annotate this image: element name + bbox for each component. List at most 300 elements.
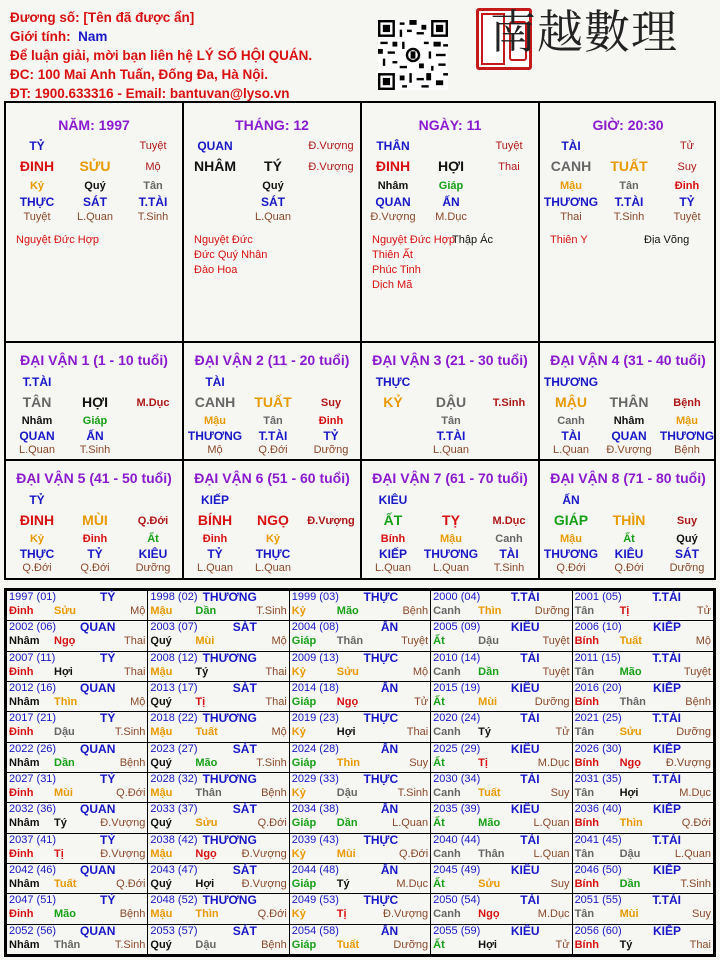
hidden-stem: Ất	[147, 533, 159, 545]
hidden-stem: Nhâm	[377, 180, 409, 192]
hidden-stem: Mậu	[676, 415, 698, 427]
year-cell[interactable]	[431, 894, 572, 924]
year-cell[interactable]	[7, 651, 148, 681]
year-line-1	[292, 894, 428, 907]
year-line-1	[9, 864, 145, 877]
year-cell[interactable]	[7, 621, 148, 651]
year-cell[interactable]	[431, 621, 572, 651]
year-cell[interactable]	[148, 742, 289, 772]
earthly-branch: HỢI	[438, 158, 464, 174]
year-label: 2043 (47)	[150, 863, 198, 876]
year-cell[interactable]	[7, 924, 148, 954]
year-god: KIẾP	[652, 923, 681, 938]
year-label: 2050 (54)	[433, 894, 481, 907]
year-label: 2033 (37)	[150, 803, 198, 816]
year-cell[interactable]	[572, 742, 713, 772]
year-cell[interactable]	[572, 681, 713, 711]
earthly-branch: MÙI	[82, 512, 108, 528]
pillar-title: NĂM: 1997	[58, 117, 130, 133]
year-line-2	[433, 816, 569, 831]
dai-van-title: ĐẠI VẬN 6 (51 - 60 tuổi)	[194, 470, 350, 486]
year-stem: Quý	[150, 756, 172, 769]
hidden-stem: Tân	[619, 180, 639, 192]
year-phase: Bệnh	[119, 908, 146, 921]
pillar-cycle: Thai	[498, 161, 520, 173]
year-phase: Tuyệt	[542, 635, 570, 648]
year-cell[interactable]	[572, 621, 713, 651]
year-branch: Tị	[54, 847, 64, 860]
year-cell[interactable]	[289, 591, 430, 621]
qr-code[interactable]	[378, 20, 448, 90]
heavenly-stem: KỶ	[383, 394, 403, 410]
year-god: SÁT	[232, 680, 257, 695]
hidden-phase: L.Quan	[196, 562, 234, 574]
year-label: 2006 (10)	[574, 621, 622, 634]
year-cell[interactable]	[289, 681, 430, 711]
star-item: Phúc Tinh	[372, 264, 421, 276]
dai-van-title: ĐẠI VẬN 7 (61 - 70 tuổi)	[372, 470, 528, 486]
year-phase: Mộ	[130, 695, 146, 708]
year-god: THƯƠNG	[202, 832, 257, 847]
year-god: SÁT	[232, 802, 257, 817]
year-cell[interactable]	[572, 803, 713, 833]
hidden-god: T.TÀI	[614, 195, 644, 209]
year-stem: Tân	[574, 847, 595, 860]
year-phase: Tử	[555, 938, 570, 951]
year-cell[interactable]	[431, 681, 572, 711]
year-line-1	[575, 712, 711, 725]
dai-van-god: TỶ	[29, 493, 45, 507]
year-branch: Mùi	[336, 847, 356, 860]
hidden-god: ẤN	[86, 429, 104, 443]
year-label: 2001 (05)	[574, 591, 622, 603]
year-label: 2021 (25)	[574, 712, 622, 725]
year-cell[interactable]	[431, 924, 572, 954]
hidden-stem: Mậu	[204, 415, 226, 427]
year-line-1	[575, 621, 711, 634]
hidden-phase: L.Quan	[374, 562, 412, 574]
year-branch: Ngọ	[619, 756, 641, 769]
year-line-1	[9, 591, 145, 604]
year-cell[interactable]	[289, 924, 430, 954]
year-label: 2013 (17)	[150, 681, 198, 694]
year-phase: Q.Đới	[681, 817, 711, 830]
year-branch: Tý	[195, 665, 209, 678]
year-branch: Mùi	[619, 908, 639, 921]
year-cell[interactable]	[289, 712, 430, 742]
year-line-1	[292, 743, 428, 756]
year-phase: Mộ	[271, 726, 287, 739]
year-cell[interactable]	[572, 924, 713, 954]
year-stem: Mậu	[150, 605, 173, 617]
hidden-phase: T.Sinh	[613, 211, 645, 223]
pillar-title: NGÀY: 11	[418, 117, 482, 133]
pillar-cycle: Mộ	[145, 161, 161, 173]
year-phase: Đ.Vượng	[100, 817, 146, 830]
year-label: 2030 (34)	[433, 772, 481, 785]
year-god: SÁT	[232, 862, 257, 877]
dai-van-3	[362, 343, 538, 461]
year-line-1	[433, 712, 569, 725]
dai-van-cycle: M.Dục	[492, 515, 526, 527]
year-branch: Tuất	[619, 635, 642, 648]
contact-line-2: ĐC: 100 Mai Anh Tuấn, Đống Đa, Hà Nội.	[10, 67, 269, 82]
year-line-2	[292, 634, 428, 649]
year-cell[interactable]	[289, 621, 430, 651]
year-branch: Thân	[195, 786, 222, 799]
year-line-2	[575, 604, 711, 619]
year-branch: Dần	[54, 756, 75, 769]
pillar-phase: Tuyệt	[139, 140, 167, 152]
year-phase: Đ.Vượng	[100, 847, 146, 860]
year-phase: Tuyệt	[683, 665, 711, 678]
year-label: 2053 (57)	[150, 924, 198, 937]
year-cell[interactable]	[572, 863, 713, 893]
year-cell[interactable]	[289, 894, 430, 924]
year-line-2	[9, 634, 145, 649]
year-phase: T.Sinh	[114, 726, 146, 739]
year-god: THỰC	[363, 771, 399, 786]
year-label: 2035 (39)	[433, 803, 481, 816]
year-cell[interactable]	[148, 924, 289, 954]
year-cell[interactable]	[431, 591, 572, 621]
year-line-2	[150, 877, 286, 892]
logo-calligraphy: 南越數理	[490, 5, 678, 59]
year-stem: Đinh	[9, 665, 34, 678]
dai-van-god: THỰC	[375, 375, 411, 389]
year-stem: Quý	[150, 635, 172, 648]
year-cell[interactable]	[7, 803, 148, 833]
year-god: KIẾP	[652, 862, 681, 877]
star-item: Đức Quý Nhân	[194, 249, 268, 261]
heavenly-stem: CANH	[194, 394, 236, 410]
year-phase: M.Dục	[537, 908, 570, 921]
year-god: TỶ	[100, 771, 116, 786]
year-cell[interactable]	[148, 591, 289, 621]
heavenly-stem: ĐINH	[375, 158, 411, 174]
year-label: 2028 (32)	[150, 772, 198, 785]
year-line-1	[9, 712, 145, 725]
year-cell[interactable]	[148, 894, 289, 924]
year-god: KIẾP	[652, 620, 681, 635]
year-label: 2032 (36)	[9, 803, 57, 816]
year-label: 2012 (16)	[9, 681, 57, 694]
year-branch: Mão	[619, 665, 642, 678]
pillar-title: GIỜ: 20:30	[592, 117, 664, 133]
year-cell[interactable]	[289, 651, 430, 681]
star-item: Nguyệt Đức	[194, 234, 253, 246]
year-god: KIÊU	[510, 862, 540, 877]
year-stem: Đinh	[9, 847, 34, 860]
year-line-2	[433, 907, 569, 922]
year-stem: Tân	[574, 665, 595, 678]
year-label: 1998 (02)	[150, 591, 198, 603]
year-god: THƯƠNG	[202, 711, 257, 726]
year-label: 2004 (08)	[291, 621, 339, 634]
year-label: 2038 (42)	[150, 833, 198, 846]
pillar-cycle: Suy	[677, 161, 697, 173]
year-line-2	[433, 786, 569, 801]
year-cell[interactable]	[148, 833, 289, 863]
year-cell[interactable]	[7, 863, 148, 893]
year-line-2	[575, 938, 711, 953]
year-line-1	[433, 803, 569, 816]
year-god: ẤN	[380, 802, 399, 817]
owner-name: Đương số: [Tên đã được ẩn]	[10, 10, 195, 25]
hidden-god: TỶ	[87, 547, 103, 561]
year-line-1	[9, 925, 145, 938]
hidden-phase: Q.Đới	[22, 562, 52, 574]
hidden-stem: Nhâm	[21, 415, 53, 427]
year-line-1	[292, 925, 428, 938]
year-line-1	[150, 894, 286, 907]
year-cell[interactable]	[572, 651, 713, 681]
year-line-1	[292, 773, 428, 786]
hidden-god: QUAN	[19, 429, 55, 443]
year-stem: Quý	[150, 817, 172, 830]
year-label: 2008 (12)	[150, 651, 198, 664]
year-cell[interactable]	[7, 833, 148, 863]
year-cell[interactable]	[7, 772, 148, 802]
pillar-phase: Đ.Vượng	[308, 140, 354, 152]
hidden-phase: Đ.Vượng	[370, 211, 416, 223]
year-line-1	[575, 925, 711, 938]
dai-van-god: T.TÀI	[22, 375, 52, 389]
year-stem: Kỷ	[291, 908, 306, 921]
year-stem: Bính	[574, 817, 600, 830]
year-line-1	[575, 864, 711, 877]
year-cell[interactable]	[431, 863, 572, 893]
year-stem: Giáp	[291, 635, 317, 648]
year-line-2	[292, 816, 428, 831]
dai-van-cycle: Q.Đới	[137, 515, 169, 527]
year-cell[interactable]	[289, 803, 430, 833]
year-cell[interactable]	[148, 651, 289, 681]
year-line-1	[433, 925, 569, 938]
year-line-2	[150, 604, 286, 619]
year-line-2	[292, 756, 428, 771]
year-cell[interactable]	[289, 772, 430, 802]
year-phase: Đ.Vượng	[241, 847, 287, 860]
year-line-1	[292, 834, 428, 847]
year-cell[interactable]	[7, 591, 148, 621]
year-line-2	[292, 725, 428, 740]
hidden-phase: L.Quan	[18, 444, 56, 456]
year-branch: Mão	[195, 756, 218, 769]
hidden-god: T.TÀI	[138, 195, 168, 209]
year-branch: Hợi	[54, 665, 73, 678]
year-line-2	[292, 665, 428, 680]
year-cell[interactable]	[148, 621, 289, 651]
year-phase: Mộ	[695, 635, 711, 648]
year-line-1	[9, 682, 145, 695]
year-branch: Thân	[478, 847, 505, 860]
hidden-phase: T.Sinh	[79, 444, 111, 456]
year-god: THỰC	[363, 650, 399, 665]
year-phase: L.Quan	[533, 817, 570, 830]
gender-label: Giới tính:	[10, 29, 71, 44]
year-phase: Mộ	[412, 665, 429, 678]
year-stem: Bính	[574, 938, 600, 951]
year-stem: Giáp	[291, 756, 317, 769]
earthly-branch: TUẤT	[610, 158, 648, 174]
year-line-2	[433, 695, 569, 710]
year-label: 2015 (19)	[433, 681, 481, 694]
year-phase: Thai	[123, 665, 146, 678]
hidden-phase: Mộ	[207, 444, 223, 456]
year-label: 2007 (11)	[9, 651, 56, 664]
dai-van-god: THƯƠNG	[543, 375, 599, 389]
year-cell[interactable]	[148, 863, 289, 893]
year-phase: M.Dục	[396, 877, 429, 890]
year-phase: Dưỡng	[534, 695, 570, 708]
year-cell[interactable]	[431, 803, 572, 833]
year-cell[interactable]	[148, 803, 289, 833]
year-god: ẤN	[380, 862, 399, 877]
star-item: Nguyệt Đức Hợp	[372, 234, 456, 246]
year-branch: Mão	[54, 908, 76, 921]
year-branch: Dậu	[336, 786, 358, 799]
year-line-1	[150, 652, 286, 665]
year-line-1	[433, 743, 569, 756]
year-line-1	[292, 803, 428, 816]
year-cell[interactable]	[7, 681, 148, 711]
heavenly-stem: MẬU	[555, 394, 587, 410]
hidden-stem: Giáp	[438, 180, 464, 192]
year-cell[interactable]	[572, 833, 713, 863]
hidden-god: THƯƠNG	[543, 547, 599, 561]
year-label: 2037 (41)	[9, 833, 57, 846]
year-cell[interactable]	[431, 772, 572, 802]
year-line-2	[575, 725, 711, 740]
hidden-god: THƯƠNG	[187, 429, 243, 443]
year-phase: T.Sinh	[397, 786, 429, 799]
year-branch: Dần	[195, 605, 217, 617]
year-stem: Kỷ	[291, 726, 306, 739]
year-line-2	[150, 907, 286, 922]
year-cell[interactable]	[572, 772, 713, 802]
year-god: TÀI	[520, 771, 540, 786]
year-label: 1997 (01)	[9, 591, 57, 603]
year-branch: Hợi	[619, 786, 639, 799]
pillar-phase: Tử	[679, 140, 695, 152]
year-line-1	[150, 743, 286, 756]
year-cell[interactable]	[431, 742, 572, 772]
year-god: T.TÀI	[652, 893, 681, 908]
year-god: KIẾP	[652, 680, 681, 695]
year-god: T.TÀI	[510, 590, 540, 604]
year-god: QUAN	[80, 620, 116, 635]
dai-van-title: ĐẠI VẬN 8 (71 - 80 tuổi)	[550, 470, 706, 486]
year-cell[interactable]	[431, 833, 572, 863]
year-line-1	[433, 834, 569, 847]
year-cell[interactable]	[572, 894, 713, 924]
year-line-2	[9, 756, 145, 771]
year-cell[interactable]	[431, 712, 572, 742]
year-line-1	[433, 682, 569, 695]
year-phase: M.Dục	[537, 756, 570, 769]
dai-van-6	[184, 461, 360, 579]
year-cell[interactable]	[7, 712, 148, 742]
hidden-stem: Mậu	[560, 533, 582, 545]
year-line-2	[433, 725, 569, 740]
year-line-1	[9, 773, 145, 786]
year-cell[interactable]	[7, 894, 148, 924]
year-branch: Thìn	[478, 605, 502, 617]
year-label: 2044 (48)	[291, 863, 339, 876]
year-phase: Q.Đới	[398, 847, 429, 860]
year-label: 2056 (60)	[574, 924, 622, 937]
year-cell[interactable]	[148, 712, 289, 742]
year-line-1	[575, 803, 711, 816]
year-cell[interactable]	[289, 863, 430, 893]
year-branch: Thìn	[195, 908, 219, 921]
year-cell[interactable]	[148, 772, 289, 802]
year-god: THỰC	[363, 590, 399, 604]
year-branch: Thân	[619, 695, 646, 708]
year-stem: Đinh	[9, 786, 34, 799]
earthly-branch: SỬU	[79, 158, 111, 174]
year-line-2	[9, 725, 145, 740]
year-label: 2046 (50)	[574, 863, 622, 876]
year-cell[interactable]	[7, 742, 148, 772]
year-cell[interactable]	[148, 681, 289, 711]
dai-van-god: KIẾP	[200, 493, 229, 507]
year-line-2	[150, 847, 286, 862]
year-line-2	[9, 907, 145, 922]
year-phase: Q.Đới	[257, 908, 287, 921]
year-branch: Hợi	[336, 726, 356, 739]
year-label: 2003 (07)	[150, 621, 198, 634]
year-phase: Bệnh	[261, 938, 287, 951]
year-god: QUAN	[80, 862, 116, 877]
hidden-god: ẤN	[442, 195, 460, 209]
year-line-1	[292, 864, 428, 877]
year-god: T.TÀI	[652, 771, 681, 786]
year-label: 2014 (18)	[291, 681, 339, 694]
year-stem: Bính	[574, 635, 600, 648]
hidden-phase: L.Quan	[552, 444, 590, 456]
hidden-phase: Dưỡng	[135, 562, 171, 574]
heavenly-stem: GIÁP	[553, 512, 589, 528]
year-cell[interactable]	[431, 651, 572, 681]
year-line-2	[9, 665, 145, 680]
year-line-1	[575, 834, 711, 847]
year-line-1	[9, 743, 145, 756]
year-stem: Nhâm	[9, 877, 40, 890]
year-line-2	[150, 725, 286, 740]
year-cell[interactable]	[572, 712, 713, 742]
year-cell[interactable]	[572, 591, 713, 621]
heavenly-stem: NHÂM	[194, 158, 236, 174]
year-label: 2018 (22)	[150, 712, 198, 725]
year-phase: Tử	[555, 726, 570, 739]
year-cell[interactable]	[289, 833, 430, 863]
year-line-1	[292, 682, 428, 695]
year-god: THƯƠNG	[202, 650, 257, 665]
year-cell[interactable]	[289, 742, 430, 772]
year-line-2	[150, 816, 286, 831]
year-label: 2026 (30)	[574, 742, 622, 755]
year-line-1	[150, 682, 286, 695]
year-line-2	[575, 816, 711, 831]
year-line-2	[575, 877, 711, 892]
year-branch: Tý	[478, 726, 492, 739]
year-label: 2049 (53)	[291, 894, 339, 907]
year-line-2	[292, 847, 428, 862]
year-branch: Tị	[195, 695, 206, 708]
year-god: THƯƠNG	[202, 590, 257, 604]
